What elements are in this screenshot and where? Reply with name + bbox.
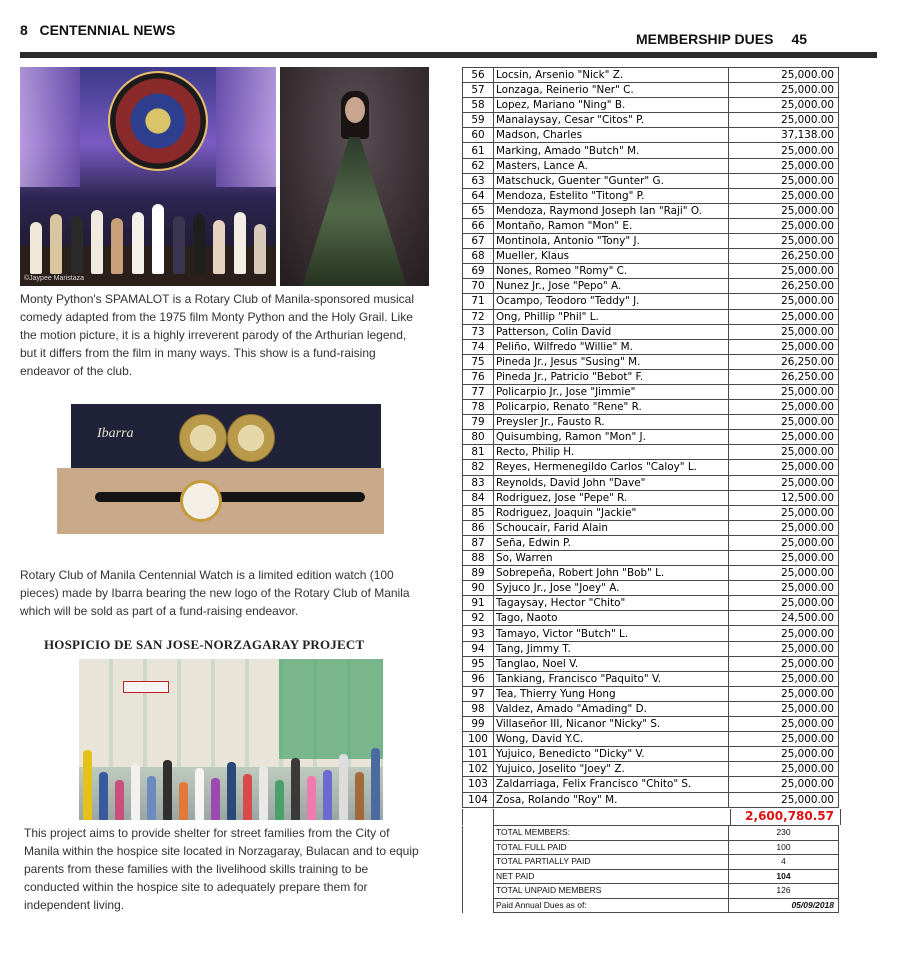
member-amount: 25,000.00: [729, 475, 839, 490]
page-header-left: [20, 22, 175, 38]
summary-value: 230: [729, 826, 839, 841]
member-number: 57: [463, 83, 494, 98]
summary-row: [463, 826, 839, 841]
member-amount: 25,000.00: [729, 384, 839, 399]
grand-total-spacer: [493, 809, 731, 825]
member-name: Locsin, Arsenio "Nick" Z.: [494, 68, 729, 83]
member-amount: 25,000.00: [729, 83, 839, 98]
stage-curtain-right: [216, 67, 276, 187]
member-number: 69: [463, 264, 494, 279]
member-number: 79: [463, 415, 494, 430]
hospice-group-photo: [79, 659, 383, 820]
member-name: Rodriguez, Jose "Pepe" R.: [494, 490, 729, 505]
summary-value: 126: [729, 884, 839, 899]
member-amount: 25,000.00: [729, 732, 839, 747]
hospice-project-title: HOSPICIO DE SAN JOSE-NORZAGARAY PROJECT: [44, 637, 365, 652]
header-rule: [20, 52, 877, 58]
member-name: Marking, Amado "Butch" M.: [494, 143, 729, 158]
table-row: [463, 505, 839, 520]
table-row: [463, 460, 839, 475]
member-amount: 25,000.00: [729, 445, 839, 460]
watch-brand-logo: Ibarra: [97, 426, 134, 441]
stage-wheel-prop: [108, 71, 208, 171]
summary-row: [463, 869, 839, 884]
member-name: Policarpio, Renato "Rene" R.: [494, 400, 729, 415]
member-name: Wong, David Y.C.: [494, 732, 729, 747]
member-number: 75: [463, 354, 494, 369]
member-amount: 25,000.00: [729, 626, 839, 641]
member-number: 81: [463, 445, 494, 460]
member-name: So, Warren: [494, 551, 729, 566]
spamalot-caption: Monty Python's SPAMALOT is a Rotary Club of Manila-sponsored musical comedy adapted from the 1975 film Monty Python and the Holy Grail. Like the motion picture, it is a highly irreverent parody of the Arthurian legend, but it differs from the film in many ways. This show is a fund-raising endeavor of the club.: [20, 292, 415, 378]
summary-row: [463, 884, 839, 899]
table-row: [463, 686, 839, 701]
table-row: [463, 566, 839, 581]
table-row: [463, 596, 839, 611]
summary-label: TOTAL MEMBERS:: [494, 826, 729, 841]
table-row: [463, 732, 839, 747]
table-row: [463, 717, 839, 732]
member-name: Manalaysay, Cesar "Citos" P.: [494, 113, 729, 128]
member-number: 76: [463, 369, 494, 384]
table-row: [463, 641, 839, 656]
table-row: [463, 98, 839, 113]
member-number: 87: [463, 535, 494, 550]
member-number: 100: [463, 732, 494, 747]
hospice-caption: This project aims to provide shelter for street families from the City of Manila within the hospice site located in Norzagaray, Bulacan and to equip parents from these families with the livelihood skills training to be conducted within the hospice site to adequately prepare them for independent living.: [24, 826, 419, 912]
member-name: Valdez, Amado "Amading" D.: [494, 701, 729, 716]
member-number: 89: [463, 566, 494, 581]
member-name: Ocampo, Teodoro "Teddy" J.: [494, 294, 729, 309]
summary-row: [463, 840, 839, 855]
stage-curtain-left: [20, 67, 80, 187]
member-number: 83: [463, 475, 494, 490]
member-amount: 24,500.00: [729, 611, 839, 626]
member-amount: 25,000.00: [729, 158, 839, 173]
table-row: [463, 701, 839, 716]
member-amount: 25,000.00: [729, 234, 839, 249]
stage-cast: [30, 194, 266, 274]
member-number: 80: [463, 430, 494, 445]
table-row: [463, 203, 839, 218]
page-number-left: 8: [20, 22, 28, 38]
member-amount: 25,000.00: [729, 430, 839, 445]
member-name: Tankiang, Francisco "Paquito" V.: [494, 671, 729, 686]
member-amount: 25,000.00: [729, 339, 839, 354]
member-amount: 26,250.00: [729, 369, 839, 384]
summary-value: 4: [729, 855, 839, 870]
grand-total-row: [462, 809, 841, 825]
member-name: Rodriguez, Joaquin "Jackie": [494, 505, 729, 520]
table-row: [463, 626, 839, 641]
member-name: Recto, Philip H.: [494, 445, 729, 460]
hospice-banner: [123, 681, 169, 693]
member-amount: 25,000.00: [729, 520, 839, 535]
member-number: 72: [463, 309, 494, 324]
member-name: Ong, Phillip "Phil" L.: [494, 309, 729, 324]
as-of-label: Paid Annual Dues as of:: [494, 898, 729, 913]
member-name: Mueller, Klaus: [494, 249, 729, 264]
member-amount: 37,138.00: [729, 128, 839, 143]
member-name: Tago, Naoto: [494, 611, 729, 626]
member-name: Schoucair, Farid Alain: [494, 520, 729, 535]
member-number: 99: [463, 717, 494, 732]
member-amount: 25,000.00: [729, 98, 839, 113]
member-amount: 25,000.00: [729, 762, 839, 777]
member-name: Tamayo, Victor "Butch" L.: [494, 626, 729, 641]
member-name: Yujuico, Benedicto "Dicky" V.: [494, 747, 729, 762]
table-row: [463, 294, 839, 309]
table-row: [463, 173, 839, 188]
member-number: 68: [463, 249, 494, 264]
member-number: 98: [463, 701, 494, 716]
member-number: 73: [463, 324, 494, 339]
watch-strap: [95, 492, 365, 502]
member-amount: 25,000.00: [729, 309, 839, 324]
member-amount: 25,000.00: [729, 656, 839, 671]
membership-dues-table: [462, 67, 839, 808]
member-name: Reyes, Hermenegildo Carlos "Caloy" L.: [494, 460, 729, 475]
table-row: [463, 324, 839, 339]
member-name: Pineda Jr., Patricio "Bebot" F.: [494, 369, 729, 384]
member-number: 63: [463, 173, 494, 188]
member-number: 91: [463, 596, 494, 611]
table-row: [463, 551, 839, 566]
member-number: 70: [463, 279, 494, 294]
member-number: 65: [463, 203, 494, 218]
member-name: Lonzaga, Reinerio "Ner" C.: [494, 83, 729, 98]
member-amount: 25,000.00: [729, 596, 839, 611]
member-amount: 12,500.00: [729, 490, 839, 505]
member-amount: 25,000.00: [729, 460, 839, 475]
member-number: 103: [463, 777, 494, 792]
member-name: Lopez, Mariano "Ning" B.: [494, 98, 729, 113]
table-row: [463, 490, 839, 505]
member-name: Tang, Jimmy T.: [494, 641, 729, 656]
rotary-seal-icon: [179, 414, 227, 462]
member-number: 86: [463, 520, 494, 535]
member-name: Tanglao, Noel V.: [494, 656, 729, 671]
member-number: 66: [463, 218, 494, 233]
member-number: 84: [463, 490, 494, 505]
member-name: Madson, Charles: [494, 128, 729, 143]
member-name: Masters, Lance A.: [494, 158, 729, 173]
member-name: Seña, Edwin P.: [494, 535, 729, 550]
table-row: [463, 354, 839, 369]
member-amount: 25,000.00: [729, 701, 839, 716]
summary-label: TOTAL PARTIALLY PAID: [494, 855, 729, 870]
member-name: Policarpio Jr., Jose "Jimmie": [494, 384, 729, 399]
centennial-watch-photo: [57, 404, 384, 534]
member-name: Nones, Romeo "Romy" C.: [494, 264, 729, 279]
as-of-row: [463, 898, 839, 913]
member-amount: 25,000.00: [729, 566, 839, 581]
member-amount: 25,000.00: [729, 777, 839, 792]
table-row: [463, 400, 839, 415]
member-amount: 26,250.00: [729, 354, 839, 369]
table-row: [463, 384, 839, 399]
member-amount: 25,000.00: [729, 294, 839, 309]
member-number: 90: [463, 581, 494, 596]
singer-gown: [302, 137, 407, 286]
table-row: [463, 671, 839, 686]
table-row: [463, 415, 839, 430]
member-name: Villaseñor III, Nicanor "Nicky" S.: [494, 717, 729, 732]
member-number: 67: [463, 234, 494, 249]
table-row: [463, 581, 839, 596]
table-row: [463, 369, 839, 384]
member-name: Quisumbing, Ramon "Mon" J.: [494, 430, 729, 445]
member-number: 97: [463, 686, 494, 701]
table-row: [463, 777, 839, 792]
member-amount: 25,000.00: [729, 641, 839, 656]
member-amount: 25,000.00: [729, 113, 839, 128]
member-amount: 25,000.00: [729, 188, 839, 203]
summary-value: 100: [729, 840, 839, 855]
member-number: 78: [463, 400, 494, 415]
table-row: [463, 339, 839, 354]
member-amount: 25,000.00: [729, 143, 839, 158]
table-row: [463, 143, 839, 158]
member-number: 82: [463, 460, 494, 475]
member-number: 61: [463, 143, 494, 158]
member-amount: 25,000.00: [729, 173, 839, 188]
summary-label: NET PAID: [494, 869, 729, 884]
membership-dues-table-wrap: [462, 67, 839, 808]
member-number: 94: [463, 641, 494, 656]
member-name: Pineda Jr., Jesus "Susing" M.: [494, 354, 729, 369]
hospice-crowd: [79, 740, 383, 820]
member-number: 77: [463, 384, 494, 399]
table-row: [463, 279, 839, 294]
singer-head: [345, 97, 365, 123]
page-number-right: 45: [791, 31, 808, 47]
member-name: Sobrepeña, Robert John "Bob" L.: [494, 566, 729, 581]
member-amount: 25,000.00: [729, 535, 839, 550]
member-name: Nunez Jr., Jose "Pepo" A.: [494, 279, 729, 294]
member-amount: 26,250.00: [729, 279, 839, 294]
table-row: [463, 535, 839, 550]
table-row: [463, 430, 839, 445]
member-name: Mendoza, Raymond Joseph Ian "Raji" O.: [494, 203, 729, 218]
table-row: [463, 309, 839, 324]
summary-row: [463, 855, 839, 870]
table-row: [463, 128, 839, 143]
photo-credit: ©Jaypee Maristaza: [24, 275, 85, 282]
member-number: 104: [463, 792, 494, 807]
table-row: [463, 520, 839, 535]
member-number: 56: [463, 68, 494, 83]
member-amount: 25,000.00: [729, 203, 839, 218]
table-row: [463, 475, 839, 490]
summary-spacer: [463, 869, 494, 884]
table-row: [463, 611, 839, 626]
member-amount: 25,000.00: [729, 717, 839, 732]
summary-spacer: [463, 855, 494, 870]
singer-photo: [280, 67, 429, 286]
table-row: [463, 445, 839, 460]
member-number: 85: [463, 505, 494, 520]
member-number: 60: [463, 128, 494, 143]
summary-value: 104: [729, 869, 839, 884]
member-name: Montaño, Ramon "Mon" E.: [494, 218, 729, 233]
table-row: [463, 762, 839, 777]
summary-label: TOTAL UNPAID MEMBERS: [494, 884, 729, 899]
summary-spacer: [463, 826, 494, 841]
centennial-seal-icon: [227, 414, 275, 462]
spamalot-stage-photo: [20, 67, 276, 286]
member-name: Tagaysay, Hector "Chito": [494, 596, 729, 611]
member-amount: 25,000.00: [729, 415, 839, 430]
summary-spacer: [463, 898, 494, 913]
table-row: [463, 188, 839, 203]
member-number: 96: [463, 671, 494, 686]
member-number: 71: [463, 294, 494, 309]
member-amount: 25,000.00: [729, 581, 839, 596]
member-name: Syjuco Jr., Jose "Joey" A.: [494, 581, 729, 596]
member-amount: 26,250.00: [729, 249, 839, 264]
section-title: MEMBERSHIP DUES: [636, 31, 774, 47]
grand-total-value: 2,600,780.57: [745, 809, 834, 823]
table-row: [463, 68, 839, 83]
page-header-right: [636, 31, 807, 47]
as-of-date: 05/09/2018: [729, 898, 839, 913]
member-amount: 25,000.00: [729, 792, 839, 807]
member-amount: 25,000.00: [729, 671, 839, 686]
member-number: 93: [463, 626, 494, 641]
member-name: Mendoza, Estelito "Titong" P.: [494, 188, 729, 203]
summary-label: TOTAL FULL PAID: [494, 840, 729, 855]
watch-caption: Rotary Club of Manila Centennial Watch is a limited edition watch (100 pieces) made by Ibarra bearing the new logo of the Rotary Club of Manila which will be sold as part of a fund-raising endeavor.: [20, 568, 410, 618]
member-name: Matschuck, Guenter "Gunter" G.: [494, 173, 729, 188]
member-number: 74: [463, 339, 494, 354]
member-amount: 25,000.00: [729, 264, 839, 279]
watch-face: [180, 480, 222, 522]
member-amount: 25,000.00: [729, 505, 839, 520]
table-row: [463, 249, 839, 264]
member-name: Patterson, Colin David: [494, 324, 729, 339]
member-number: 88: [463, 551, 494, 566]
summary-spacer: [463, 884, 494, 899]
member-number: 95: [463, 656, 494, 671]
member-number: 102: [463, 762, 494, 777]
member-name: Reynolds, David John "Dave": [494, 475, 729, 490]
member-amount: 25,000.00: [729, 324, 839, 339]
table-row: [463, 656, 839, 671]
table-row: [463, 234, 839, 249]
table-row: [463, 747, 839, 762]
publication-title: CENTENNIAL NEWS: [39, 22, 176, 38]
summary-spacer: [463, 840, 494, 855]
table-row: [463, 218, 839, 233]
member-name: Tea, Thierry Yung Hong: [494, 686, 729, 701]
member-amount: 25,000.00: [729, 218, 839, 233]
member-name: Zosa, Rolando "Roy" M.: [494, 792, 729, 807]
member-number: 101: [463, 747, 494, 762]
member-name: Montinola, Antonio "Tony" J.: [494, 234, 729, 249]
member-number: 62: [463, 158, 494, 173]
member-amount: 25,000.00: [729, 747, 839, 762]
table-row: [463, 792, 839, 807]
member-amount: 25,000.00: [729, 686, 839, 701]
member-amount: 25,000.00: [729, 400, 839, 415]
member-name: Zaldarriaga, Felix Francisco "Chito" S.: [494, 777, 729, 792]
member-name: Peliño, Wilfredo "Willie" M.: [494, 339, 729, 354]
member-amount: 25,000.00: [729, 68, 839, 83]
dues-summary-table: [462, 825, 839, 913]
member-name: Preysler Jr., Fausto R.: [494, 415, 729, 430]
member-number: 58: [463, 98, 494, 113]
member-number: 64: [463, 188, 494, 203]
member-amount: 25,000.00: [729, 551, 839, 566]
table-row: [463, 83, 839, 98]
member-number: 59: [463, 113, 494, 128]
member-number: 92: [463, 611, 494, 626]
table-row: [463, 158, 839, 173]
table-row: [463, 113, 839, 128]
member-name: Yujuico, Joselito "Joey" Z.: [494, 762, 729, 777]
table-row: [463, 264, 839, 279]
